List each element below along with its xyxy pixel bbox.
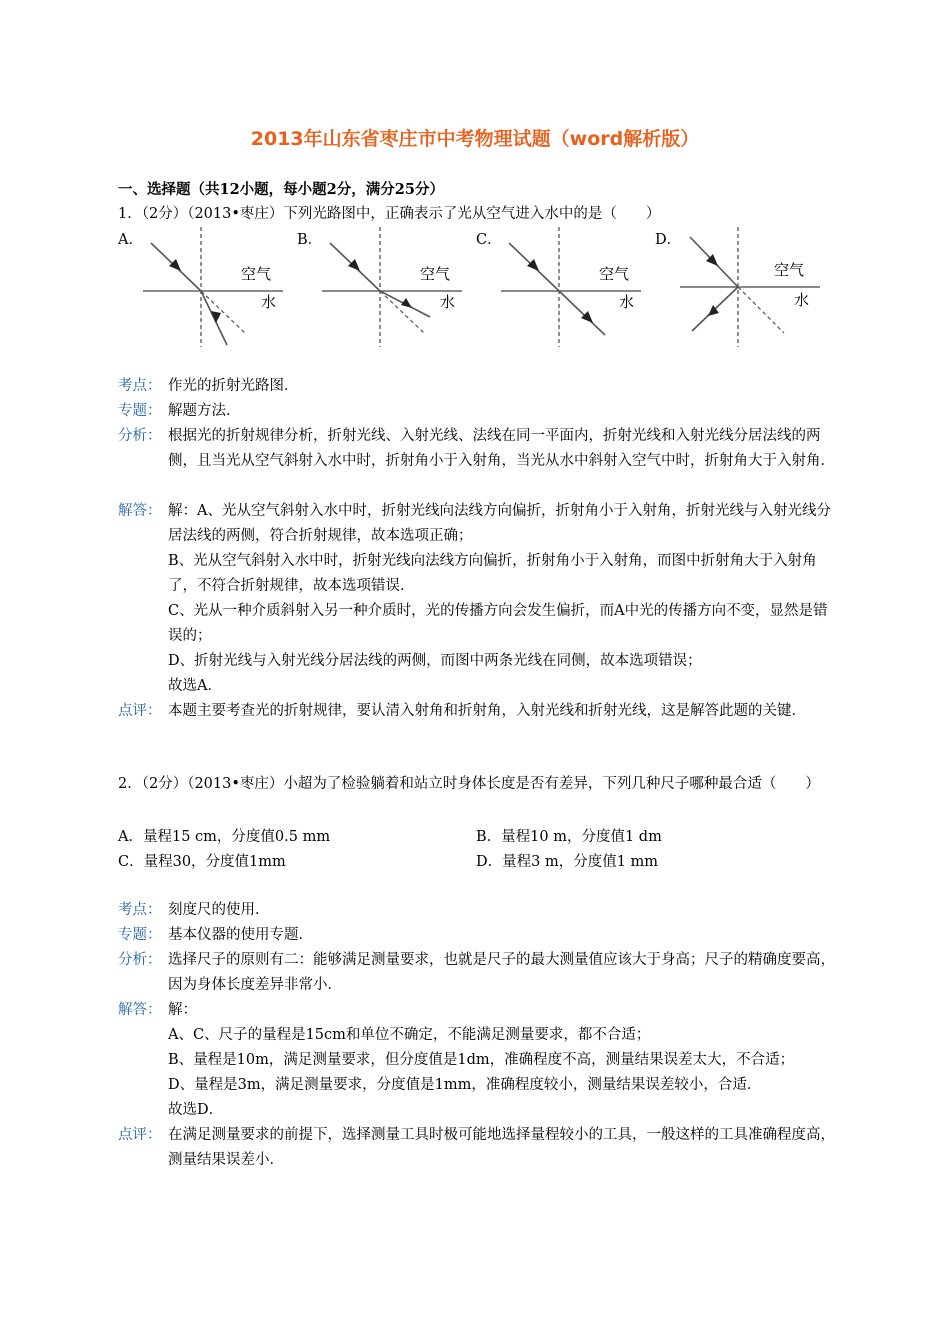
water-label: 水 bbox=[619, 293, 635, 311]
q2-fenxi bbox=[118, 948, 838, 998]
q1-option-a-label: A． bbox=[118, 232, 143, 248]
air-label: 空气 bbox=[420, 265, 451, 283]
q2-dianping bbox=[118, 1123, 838, 1173]
kaodian-label: 考点： bbox=[118, 902, 162, 918]
jieda-line: C、光从一种介质斜射入另一种介质时，光的传播方向会发生偏折，而A中光的传播方向不变，显然是错误的； bbox=[168, 603, 828, 644]
q2-zhuanti bbox=[118, 923, 838, 948]
dianping-label: 点评： bbox=[118, 703, 162, 719]
q2-option-c: C．量程30，分度值1mm bbox=[118, 854, 286, 870]
page-title: 2013年山东省枣庄市中考物理试题（word解析版） bbox=[250, 128, 700, 150]
q1-zhuanti bbox=[118, 399, 838, 424]
jieda-line: B、量程是10m，满足测量要求，但分度值是1dm，准确程度不高，测量结果误差太大，不合适； bbox=[168, 1052, 795, 1068]
q2-kaodian bbox=[118, 898, 838, 923]
water-label: 水 bbox=[794, 291, 810, 309]
dianping-text: 在满足测量要求的前提下，选择测量工具时极可能地选择量程较小的工具，一般这样的工具准确程度高，测量结果误差小． bbox=[168, 1127, 835, 1168]
zhuanti-label: 专题： bbox=[118, 927, 162, 943]
jieda-line: 故选A． bbox=[168, 678, 222, 694]
q1-kaodian bbox=[118, 374, 838, 399]
fenxi-label: 分析： bbox=[118, 952, 162, 968]
zhuanti-text: 解题方法． bbox=[168, 403, 241, 419]
q1-figure-c bbox=[501, 225, 641, 350]
zhuanti-text: 基本仪器的使用专题． bbox=[168, 927, 313, 943]
q2-option-a: A．量程15 cm，分度值0.5 mm bbox=[118, 829, 331, 845]
q1-figure-b bbox=[322, 225, 462, 350]
q1-fenxi bbox=[118, 424, 838, 499]
air-label: 空气 bbox=[599, 265, 630, 283]
question-1-stem: 1．（2分）（2013•枣庄）下列光路图中，正确表示了光从空气进入水中的是（ ） bbox=[118, 206, 661, 222]
water-label: 水 bbox=[440, 293, 456, 311]
water-label: 水 bbox=[261, 293, 277, 311]
jieda-line: D、量程是3m，满足测量要求，分度值是1mm，准确程度较小，测量结果误差较小，合适． bbox=[168, 1077, 762, 1093]
q1-figure-a bbox=[143, 225, 283, 350]
jieda-line: B、光从空气斜射入水中时，折射光线向法线方向偏折，折射角小于入射角，而图中折射角大于入射角了，不符合折射规律，故本选项错误． bbox=[168, 553, 817, 594]
section-heading: 一、选择题（共12小题，每小题2分，满分25分） bbox=[118, 181, 444, 198]
q1-jieda bbox=[118, 499, 838, 699]
fenxi-text: 选择尺子的原则有二：能够满足测量要求，也就是尺子的最大测量值应该大于身高；尺子的精确度要高，因为身体长度差异非常小． bbox=[168, 952, 835, 993]
jieda-line: 解： bbox=[168, 1002, 197, 1018]
dianping-label: 点评： bbox=[118, 1127, 162, 1143]
jieda-line: D、折射光线与入射光线分居法线的两侧，而图中两条光线在同侧，故本选项错误； bbox=[168, 653, 702, 669]
q1-option-d-label: D． bbox=[655, 232, 682, 248]
kaodian-text: 刻度尺的使用． bbox=[168, 902, 270, 918]
jieda-line: 解：A、光从空气斜射入水中时，折射光线向法线方向偏折，折射角小于入射角，折射光线与入射光线分居法线的两侧，符合折射规律，故本选项正确； bbox=[168, 503, 831, 544]
jieda-line: A、C、尺子的量程是15cm和单位不确定，不能满足测量要求，都不合适； bbox=[168, 1027, 651, 1043]
air-label: 空气 bbox=[774, 261, 805, 279]
q1-option-c-label: C． bbox=[476, 232, 502, 248]
fenxi-text: 根据光的折射规律分析，折射光线、入射光线、法线在同一平面内，折射光线和入射光线分居法线的两侧，且当光从空气斜射入水中时，折射角小于入射角，当光从水中斜射入空气中时，折射角大于入射角． bbox=[168, 428, 835, 469]
fenxi-label: 分析： bbox=[118, 428, 162, 444]
q1-figure-d bbox=[680, 225, 820, 350]
kaodian-text: 作光的折射光路图． bbox=[168, 378, 299, 394]
jieda-line: 故选D． bbox=[168, 1102, 224, 1118]
jieda-label: 解答： bbox=[118, 1002, 162, 1018]
q2-option-b: B．量程10 m，分度值1 dm bbox=[476, 829, 662, 845]
zhuanti-label: 专题： bbox=[118, 403, 162, 419]
dianping-text: 本题主要考查光的折射规律，要认清入射角和折射角，入射光线和折射光线，这是解答此题的关键． bbox=[168, 703, 806, 719]
q1-dianping bbox=[118, 699, 838, 749]
q2-option-d: D．量程3 m，分度值1 mm bbox=[476, 854, 659, 870]
q1-option-b-label: B． bbox=[297, 232, 323, 248]
question-2-stem: 2．（2分）（2013•枣庄）小超为了检验躺着和站立时身体长度是否有差异，下列几种尺子哪种最合适（ ） bbox=[118, 776, 820, 792]
jieda-label: 解答： bbox=[118, 503, 162, 519]
kaodian-label: 考点： bbox=[118, 378, 162, 394]
q2-jieda bbox=[118, 998, 838, 1123]
air-label: 空气 bbox=[241, 265, 272, 283]
